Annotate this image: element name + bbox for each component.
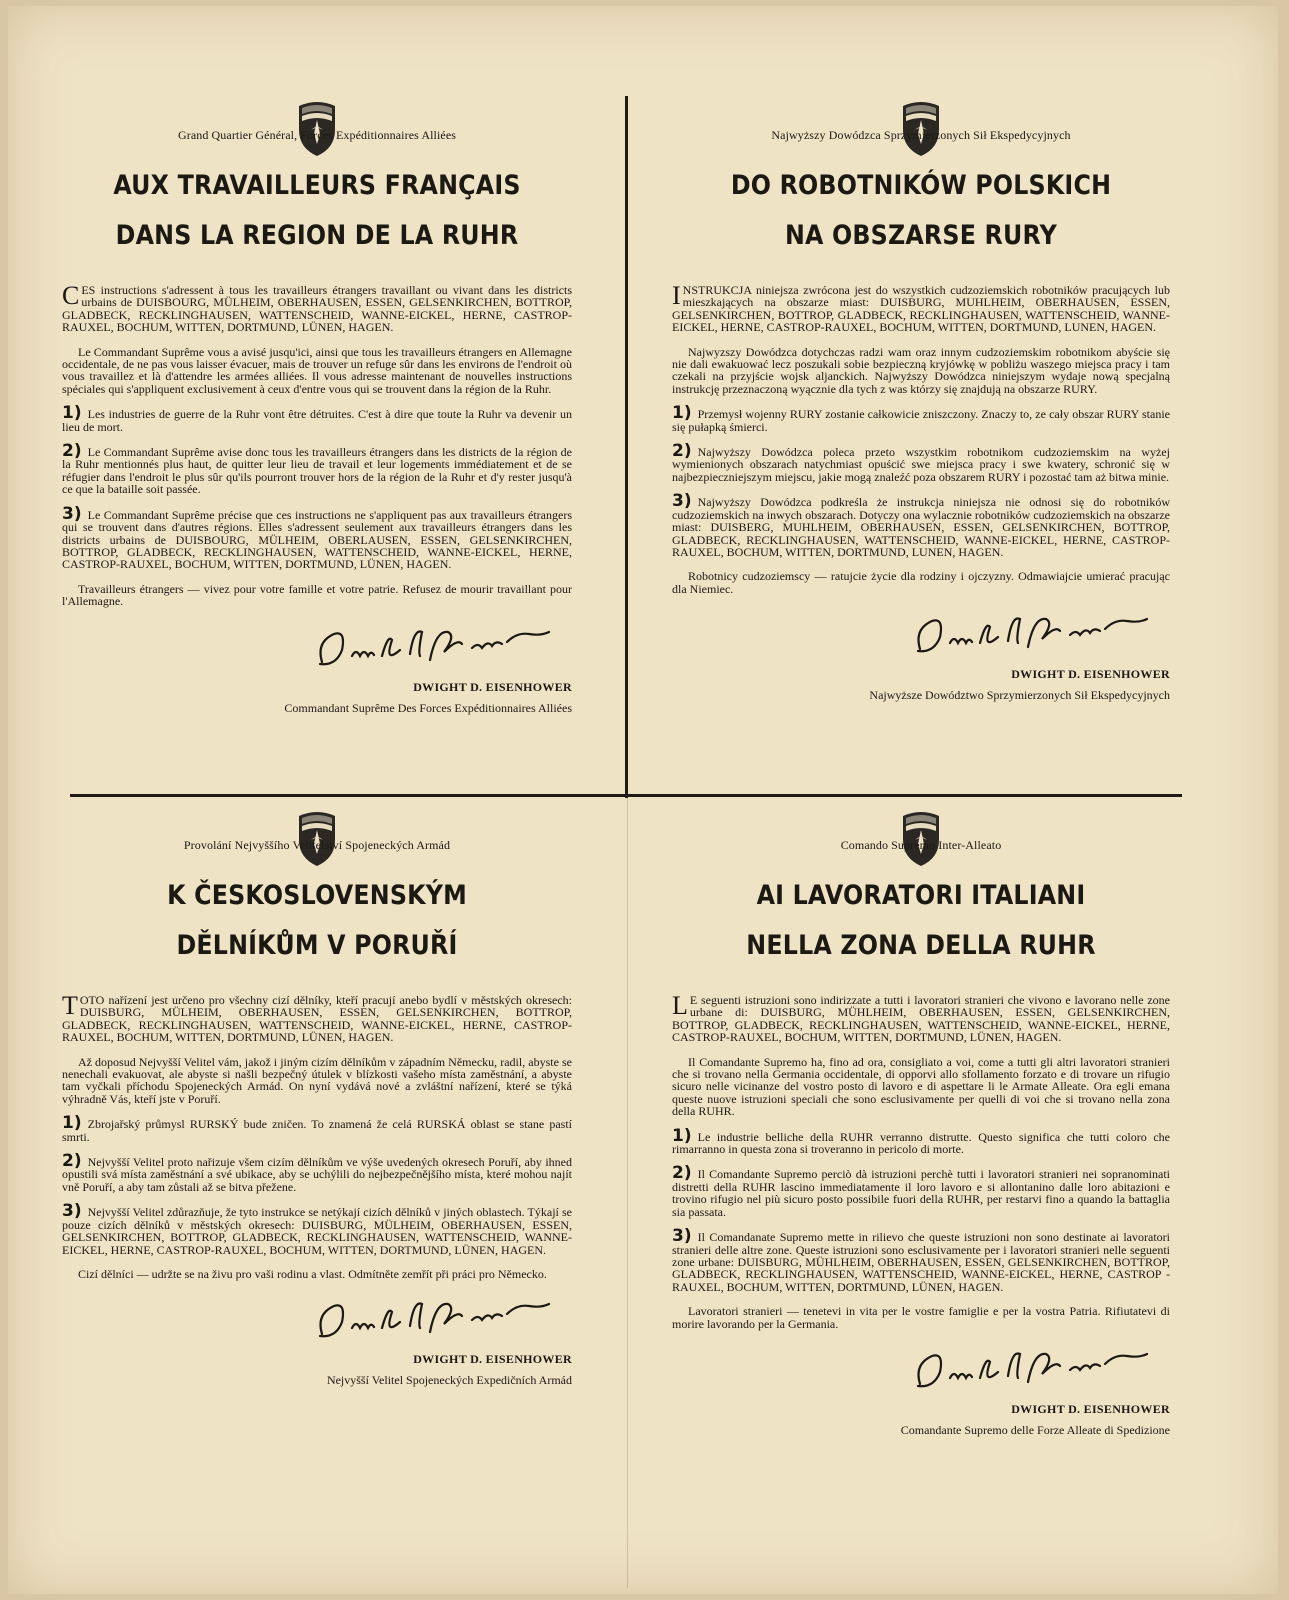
title-line-2: DĚLNÍKŮM V PORUŘÍ <box>176 930 458 961</box>
signer-title: Najwyższe Dowództwo Sprzymierzonych Sił Ekspedycyjnych <box>869 688 1170 703</box>
section-body <box>62 281 572 609</box>
signer-name: DWIGHT D. EISENHOWER <box>1011 1401 1170 1416</box>
drop-cap: I <box>672 281 681 310</box>
section-body <box>672 281 1170 596</box>
section-header <box>672 810 1170 868</box>
header-text: Najwyższy Dowódzca Sprzymierzonych Sił Ekspedycyjnych <box>771 128 1071 142</box>
item-3-num: 3) <box>672 1226 692 1247</box>
item-3: Nejvyšší Velitel zdůrazňuje, že tyto instrukce se netýkají cizích dělníků v jiných oblastech. Týkají se pouze cizích dělníků v městských okresech: DUISBURG, MÜLHEIM, OBERHAUSEN, ESSEN, GELSENKIRCHEN, BOTTROP, GLADBECK, RECKLINGHAUSEN, WATTENSCHEID, WANNE-EICKEL, HERNE, CASTROP-RAUXEL, BOCHUM, WITTEN, DORTMUND, LÜNEN, HAGEN. <box>62 1205 572 1257</box>
item-1: Les industries de guerre de la Ruhr vont être détruites. C'est à dire que toute la Ruhr va devenir un lieu de mort. <box>62 407 572 434</box>
title-line-2: NA OBSZARSE RURY <box>784 220 1058 251</box>
header-text: Provolání Nejvyššího Velitelství Spojeneckých Armád <box>183 838 451 852</box>
item-2: Le Commandant Suprême avise donc tous les travailleurs étrangers dans les districts de la région de la Ruhr mentionnés plus haut, de quitter leur lieu de travail et leur logements immédiatement et de se réfugier dans l'endroit le plus sûr qu'ils pourront trouver hors de la région de la Ruhr et d'y rester jusqu'à ce que la bataille soit passée. <box>62 445 572 497</box>
czech-section <box>62 810 572 1490</box>
section-header <box>672 100 1170 158</box>
item-1: Zbrojařský průmysl RURSKÝ bude zničen. To znamená že celá RURSKÁ oblast se stane pastí smrti. <box>62 1117 572 1144</box>
item-2-num: 2) <box>62 1151 82 1172</box>
item-2-num: 2) <box>62 441 82 462</box>
title-line-1: AI LAVORATORI ITALIANI <box>756 880 1086 911</box>
section-body <box>672 991 1170 1331</box>
item-2: Najwyższy Dowódzca poleca przeto wszystkim robotnikom cudzoziemskim na wyżej wymienionych obszarach natychmiast opuścić swe miejsca pracy i swe kwatery, schronić się w najbezpieczniejszym miejscu, jakie mogą znaleźć poza obszarem RURY i pozostać tam aż bitwa minie. <box>672 445 1170 484</box>
title-line-2: DANS LA REGION DE LA RUHR <box>115 220 519 251</box>
para-2: Až doposud Nejvyšší Velitel vám, jakož i jiným cizím dělníkům v západním Německu, radil, abyste se nenechali evakuovat, ale abyste si našli bezpečný útulek v blízkosti vašeho místa zaměstnání, a abyste tam vyčkali příchodu Spojeneckých Armád. On nyní vydává nové a zvláštní nařízení, které se týká výhradně Vás, kteří jste v Poruří. <box>62 1054 572 1106</box>
intro-text: ES instructions s'adressent à tous les travailleurs étrangers travaillant ou vivant dans les districts urbains de DUISBOURG, MÜLHEIM, OBERHAUSEN, ESSEN, GELSENKIRCHEN, BOTTROP, GLADBECK, RECKLINGHAUSEN, WATTENSCHEID, WANNE-EICKEL, HERNE, CASTROP-RAUXEL, BOCHUM, WITTEN, DORTMUND, LÜNEN, HAGEN. <box>62 283 572 335</box>
item-1-num: 1) <box>62 403 82 424</box>
signer-name: DWIGHT D. EISENHOWER <box>1011 667 1170 682</box>
item-2: Il Comandante Supremo perciò dà istruzioni perchè tutti i lavoratori stranieri nei sopranominati distretti della RUHR lascino immediatamente il loro lavoro e si allontanino dalle loro abitazioni e trovino rifugio nel più sicuro posto possibile fuori della RUHR, per restarvi fino a quando la battaglia sia passata. <box>672 1167 1170 1219</box>
signature <box>672 607 1170 663</box>
section-header <box>62 810 572 868</box>
item-1: Przemysł wojenny RURY zostanie całkowicie zniszczony. Znaczy to, ze cały obszar RURY stanie się pułapką śmierci. <box>672 407 1170 434</box>
polish-section <box>672 100 1170 780</box>
fold-crease <box>627 798 628 1588</box>
title-line-1: DO ROBOTNIKÓW POLSKICH <box>730 170 1112 201</box>
signature <box>62 1292 572 1348</box>
signature <box>62 620 572 676</box>
header-text: Comando Supremo Inter-Alleato <box>840 838 1002 852</box>
signer-title: Commandant Suprême Des Forces Expéditionnaires Alliées <box>284 700 572 715</box>
signature <box>672 1342 1170 1398</box>
title-line-2: NELLA ZONA DELLA RUHR <box>746 930 1096 961</box>
item-2: Nejvyšší Velitel proto nařizuje všem cizím dělníkům ve výše uvedených okresech Poruří, aby ihned opustili svá místa zaměstnání a své ubikace, aby se uchýlili do nejbezpečnějšího místa, které mohou najít vně Poruří, a aby tam zůstali až se bitva přežene. <box>62 1155 572 1194</box>
french-section <box>62 100 572 780</box>
para-2: Le Commandant Suprême vous a avisé jusqu'ici, ainsi que tous les travailleurs étrangers en Allemagne occidentale, de ne pas vous laisser évacuer, mais de trouver un refuge sûr dans les environs de l'endroit où vous travaillez et là d'attendre les armées alliées. Il vous adresse maintenant de nouvelles instructions spéciales qui s'appliquent exclusivement à ceux d'entre vous qui se trouvent dans la région de la Ruhr. <box>62 344 572 396</box>
item-3-num: 3) <box>62 1201 82 1222</box>
item-3-num: 3) <box>62 503 82 524</box>
signer-name: DWIGHT D. EISENHOWER <box>413 1352 572 1367</box>
closing: Robotnicy cudzoziemscy — ratujcie życie dla rodziny i ojczyzny. Odmawiajcie umierać pracując dla Niemiec. <box>672 569 1170 596</box>
signer-name: DWIGHT D. EISENHOWER <box>413 679 572 694</box>
item-3: Le Commandant Suprême précise que ces instructions ne s'appliquent pas aux travailleurs étrangers qui se trouvent dans d'autres régions. Elles s'adressent seulement aux travailleurs étrangers dans les districts urbains de DUISBOURG, MÜLHEIM, OBERLAUSEN, ESSEN, GELSENKIRCHEN, BOTTROP, GLADBECK, RECKLINGHAUSEN, WATTENSCHEID, WANNE-EICKEL, HERNE, CASTROP-RAUXEL, BOCHUM, WITTEN, DORTMUND, LÜNEN, HAGEN. <box>62 507 572 572</box>
title-line-1: AUX TRAVAILLEURS FRANÇAIS <box>113 170 521 201</box>
para-2: Il Comandante Supremo ha, fino ad ora, consigliato a voi, come a tutti gli altri lavoratori stranieri che si trovano nella Germania occidentale, di opporvi allo sfollamento forzato e di trovare un rifugio sicuro nelle vicinanze del vostro posto di lavoro e di aspettare li le Armate Alleate. Ora egli emana queste nuove istruzioni speciali che sono esclusivamente per quelli di voi che si trovano nella zona della RUHR. <box>672 1054 1170 1119</box>
closing: Cizí dělníci — udržte se na živu pro vaši rodinu a vlast. Odmítněte zemřít při práci pro Německo. <box>78 1266 547 1281</box>
intro-text: E seguenti istruzioni sono indirizzate a tutti i lavoratori stranieri che vivono e lavorano nelle zone urbane di: DUISBURG, MÜHLHEIM, OBERHAUSEN, ESSEN, GELSENKIRCHEN, BOTTROP, GLADBECK, RECKLINGHAUSEN, WATTENSCHEID, WANNE-EICKEL, HERNE, CASTROP-RAUXEL, BOCHUM, WITTEN, DORTMUND, LÜNEN, HAGEN. <box>672 993 1170 1045</box>
drop-cap: C <box>62 281 80 310</box>
signer-title: Comandante Supremo delle Forze Alleate di Spedizione <box>900 1422 1170 1437</box>
intro-text: OTO nařízení jest určeno pro všechny cizí dělníky, kteří pracují anebo bydlí v městských okresech: DUISBURG, MÜLHEIM, OBERHAUSEN, ESSEN, GELSENKIRCHEN, BOTTROP, GLADBECK, RECKLINGHAUSEN, WATTENSCHEID, WANNE-EICKEL, HERNE, CASTROP-RAUXEL, BOCHUM, WITTEN, DORTMUND, LÜNEN, HAGEN. <box>62 993 572 1045</box>
italian-section <box>672 810 1170 1490</box>
drop-cap: T <box>62 991 78 1020</box>
closing: Lavoratori stranieri — tenetevi in vita per le vostre famiglie e per la vostra Patria. Rifiutatevi di morire lavorando per la Germania. <box>672 1304 1170 1331</box>
intro-text: NSTRUKCJA niniejsza zwrócona jest do wszystkich cudzoziemskich robotników pracujących lub mieszkających na obszarze miast: DUISBURG, MUHLHEIM, OBERHAUSEN, ESSEN, GELSENKIRCHEN, BOTTROP, GLADBECK, RECKLINGHAUSEN, WATTENSCHEID, WANNE-EICKEL, HERNE, CASTROP-RAUXEL, BOCHUM, WITTEN, DORTMUND, LUNEN, HAGEN. <box>672 283 1170 335</box>
item-2-num: 2) <box>672 441 692 462</box>
item-3: Il Comandanate Supremo mette in rilievo che queste istruzioni non sono destinate ai lavoratori stranieri delle altre zone. Queste istruzioni sono esclusivamente per i lavoratori stranieri nelle seguenti zone urbane: DUISBURG, MÜHLHEIM, OBERHAUSEN, ESSEN, GELSENKIRCHEN, BOTTROP, GLADBECK, RECKLINGHAUSEN, WATTENSCHEID, WANNE-EICKEL, HERNE, CASTROP - RAUXEL, BOCHUM, WITTEN, DORTMUND, LÜNEN, HAGEN. <box>672 1230 1170 1294</box>
closing: Travailleurs étrangers — vivez pour votre famille et votre patrie. Refusez de mourir travaillant pour l'Allemagne. <box>62 581 572 609</box>
item-2-num: 2) <box>672 1163 692 1184</box>
item-1-num: 1) <box>62 1113 82 1134</box>
item-3-num: 3) <box>672 491 692 512</box>
header-text: Grand Quartier Général, Forces Expéditionnaires Alliées <box>177 128 457 142</box>
section-header <box>62 100 572 158</box>
item-3: Najwyższy Dowódzca podkreśla że instrukcja niniejsza nie odnosi się do robotników cudzoziemskich na inwych obszarach. Dotyczy ona wylacznie robotników cudzoziemskich na obszarze miast: DUISBERG, MUHLHEIM, OBERHAUSEN, ESSEN, GELSENKIRCHEN, BOTTROP, GLADBECK, RECKLINGHAUSEN, WATTENSCHEID, WANNE-EICKEL, HERNE, CASTROP-RAUXEL, BOCHUM, WITTEN, DORTMUND, LUNEN, HAGEN. <box>672 495 1170 559</box>
item-1: Le industrie belliche della RUHR verranno distrutte. Questo significa che tutti coloro che rimarranno in questa zona si troveranno in pericolo di morte. <box>672 1129 1170 1157</box>
drop-cap: L <box>672 991 688 1020</box>
horizontal-divider <box>70 794 1182 797</box>
title-line-1: K ČESKOSLOVENSKÝM <box>167 880 467 911</box>
item-1-num: 1) <box>672 403 692 424</box>
item-1-num: 1) <box>672 1125 692 1146</box>
para-2: Najwyzszy Dowódzca dotychczas radzi wam oraz innym cudzoziemskim robotnikom abyście się nie dali ewakuować lecz poszukali sobie bezpieczną kryjówkę w pobliżu waszego miejsca pracy i tam czekali na przyjście wojsk aljanckich. Najwyższy Dowódzca niniejszym wydaje nową specjalną instrukcję przeznaczoną wyącznie dla tych z was którzy się znajdują na obszarze RURY. <box>672 344 1170 396</box>
section-body <box>62 991 572 1281</box>
vertical-divider <box>625 96 628 798</box>
signer-title: Nejvyšší Velitel Spojeneckých Expedičních Armád <box>326 1373 572 1388</box>
